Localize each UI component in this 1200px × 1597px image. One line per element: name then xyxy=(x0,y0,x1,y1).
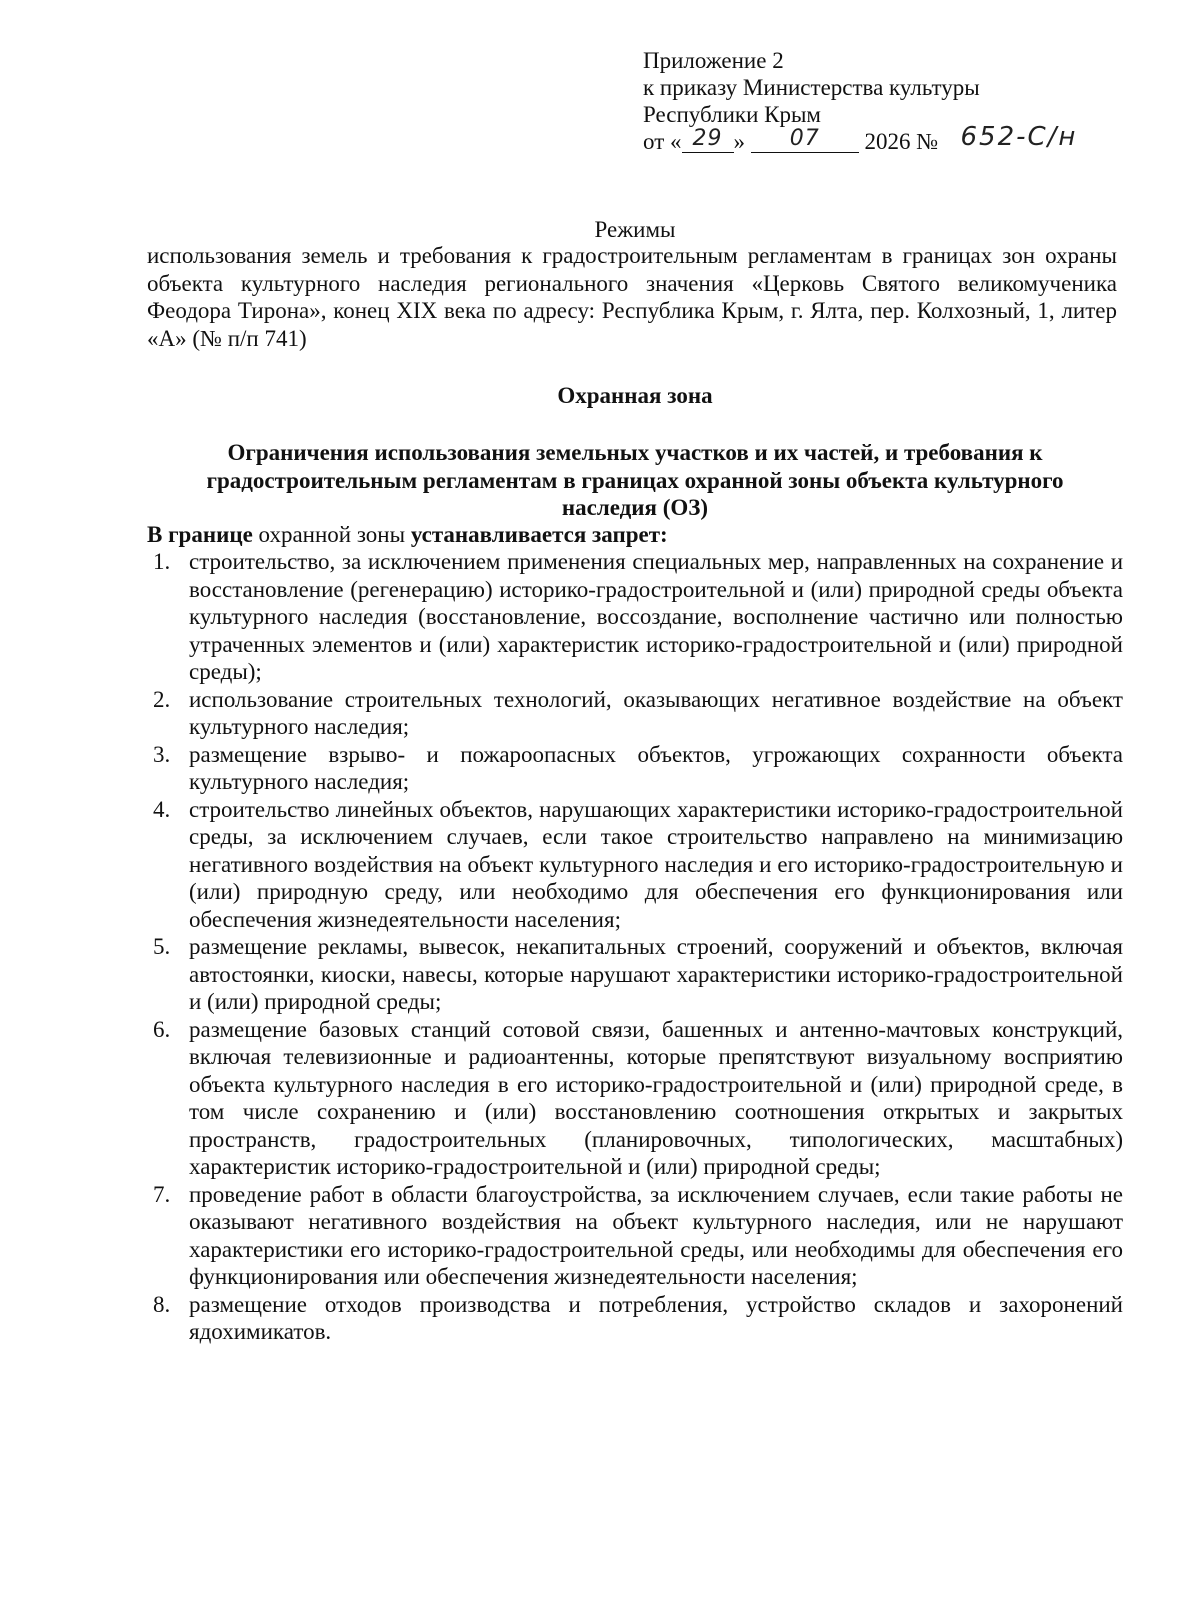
list-item-number: 1. xyxy=(153,549,171,574)
list-item-number: 5. xyxy=(153,934,171,959)
prohibition-intro xyxy=(147,521,1127,549)
order-number-handwritten: 652-С/н xyxy=(960,122,1078,152)
list-item xyxy=(147,933,1123,1016)
date-prefix: от « xyxy=(643,129,682,154)
list-item xyxy=(147,741,1123,796)
list-item-text: размещение отходов производства и потребления, устройство складов и захоронений ядохимикатов. xyxy=(189,1291,1123,1344)
list-item xyxy=(147,686,1123,741)
list-item-text: проведение работ в области благоустройства, за исключением случаев, если такие работы не оказывают негативного воздействия на объект культурного наследия, или не нарушают характеристики его историко-градостроительной среды, или необходимы для обеспечения его функционирования или обеспечения жизнедеятельности населения; xyxy=(189,1181,1123,1289)
appendix-order-reference: к приказу Министерства культуры xyxy=(643,75,980,100)
appendix-republic: Республики Крым xyxy=(643,102,821,127)
appendix-header xyxy=(643,47,1143,155)
date-year: 2026 № xyxy=(864,129,939,154)
restrictions-heading: Ограничения использования земельных участков и их частей, и требования к градостроительным регламентам в границах охранной зоны объекта культурного наследия (ОЗ) xyxy=(206,440,1064,520)
list-item xyxy=(147,796,1123,934)
appendix-date-line xyxy=(643,122,1143,155)
list-item xyxy=(147,1016,1123,1181)
date-month-handwritten: 07 xyxy=(789,126,820,151)
document-subtitle: использования земель и требования к градостроительным регламентам в границах зон охраны объекта культурного наследия регионального значения «Церковь Святого великомученика Феодора Тирона», конец XIX века по адресу: Республика Крым, г. Ялта, пер. Колхозный, 1, литер «А» (№ п/п 741) xyxy=(147,243,1117,351)
list-item-number: 2. xyxy=(153,686,171,712)
list-item xyxy=(147,1291,1123,1346)
list-item-text: строительство, за исключением применения специальных мер, направленных на сохранение и восстановление (регенерацию) историко-градостроительной и (или) природной среды объекта культурного наследия (восстановление, воссоздание, восполнение частично или полностью утраченных элементов и (или) характеристик историко-градостроительной и (или) природной среды); xyxy=(189,549,1123,684)
intro-bold-prohibition: устанавливается запрет: xyxy=(410,522,668,547)
order-number-field xyxy=(944,122,1094,153)
list-item-text: размещение взрыво- и пожароопасных объектов, угрожающих сохранности объекта культурного наследия; xyxy=(189,741,1123,794)
list-item-number: 3. xyxy=(153,741,171,767)
date-mid: » xyxy=(733,129,745,154)
list-item xyxy=(147,548,1123,686)
appendix-label: Приложение 2 xyxy=(643,48,784,73)
list-item-number: 7. xyxy=(153,1181,171,1207)
intro-bold-boundary: В границе xyxy=(147,522,253,547)
list-item-number: 8. xyxy=(153,1291,171,1317)
document-title: Режимы xyxy=(594,217,676,242)
list-item-text: использование строительных технологий, оказывающих негативное воздействие на объект культурного наследия; xyxy=(189,686,1123,739)
list-item-text: размещение базовых станций сотовой связи, башенных и антенно-мачтовых конструкций, включая телевизионные и радиоантенны, которые препятствуют визуальному восприятию объекта культурного наследия в его историко-градостроительной и (или) природной среде, в том числе сохранению и (или) восстановлению соотношения открытых и закрытых пространств, градостроительных (планировочных, типологических, масштабных) характеристик историко-градостроительной и (или) природной среды; xyxy=(189,1016,1123,1179)
date-day-handwritten: 29 xyxy=(692,126,723,151)
zone-heading: Охранная зона xyxy=(557,383,713,408)
list-item-text: размещение рекламы, вывесок, некапитальных строений, сооружений и объектов, включая автостоянки, киоски, навесы, которые нарушают характеристики историко-градостроительной и (или) природной среды; xyxy=(189,934,1123,1014)
prohibition-list xyxy=(147,548,1123,1346)
list-item xyxy=(147,1181,1123,1291)
intro-normal: охранной зоны xyxy=(252,522,411,547)
date-day-field xyxy=(682,128,734,153)
list-item-number: 4. xyxy=(153,796,171,822)
list-item-text: строительство линейных объектов, нарушающих характеристики историко-градостроительной среды, за исключением случаев, если такое строительство направлено на минимизацию негативного воздействия на объект культурного наследия и его историко-градостроительную и (или) природную среду, или необходимо для обеспечения его функционирования или обеспечения жизнедеятельности населения; xyxy=(189,796,1123,932)
list-item-number: 6. xyxy=(153,1016,171,1042)
date-month-field xyxy=(751,128,859,153)
